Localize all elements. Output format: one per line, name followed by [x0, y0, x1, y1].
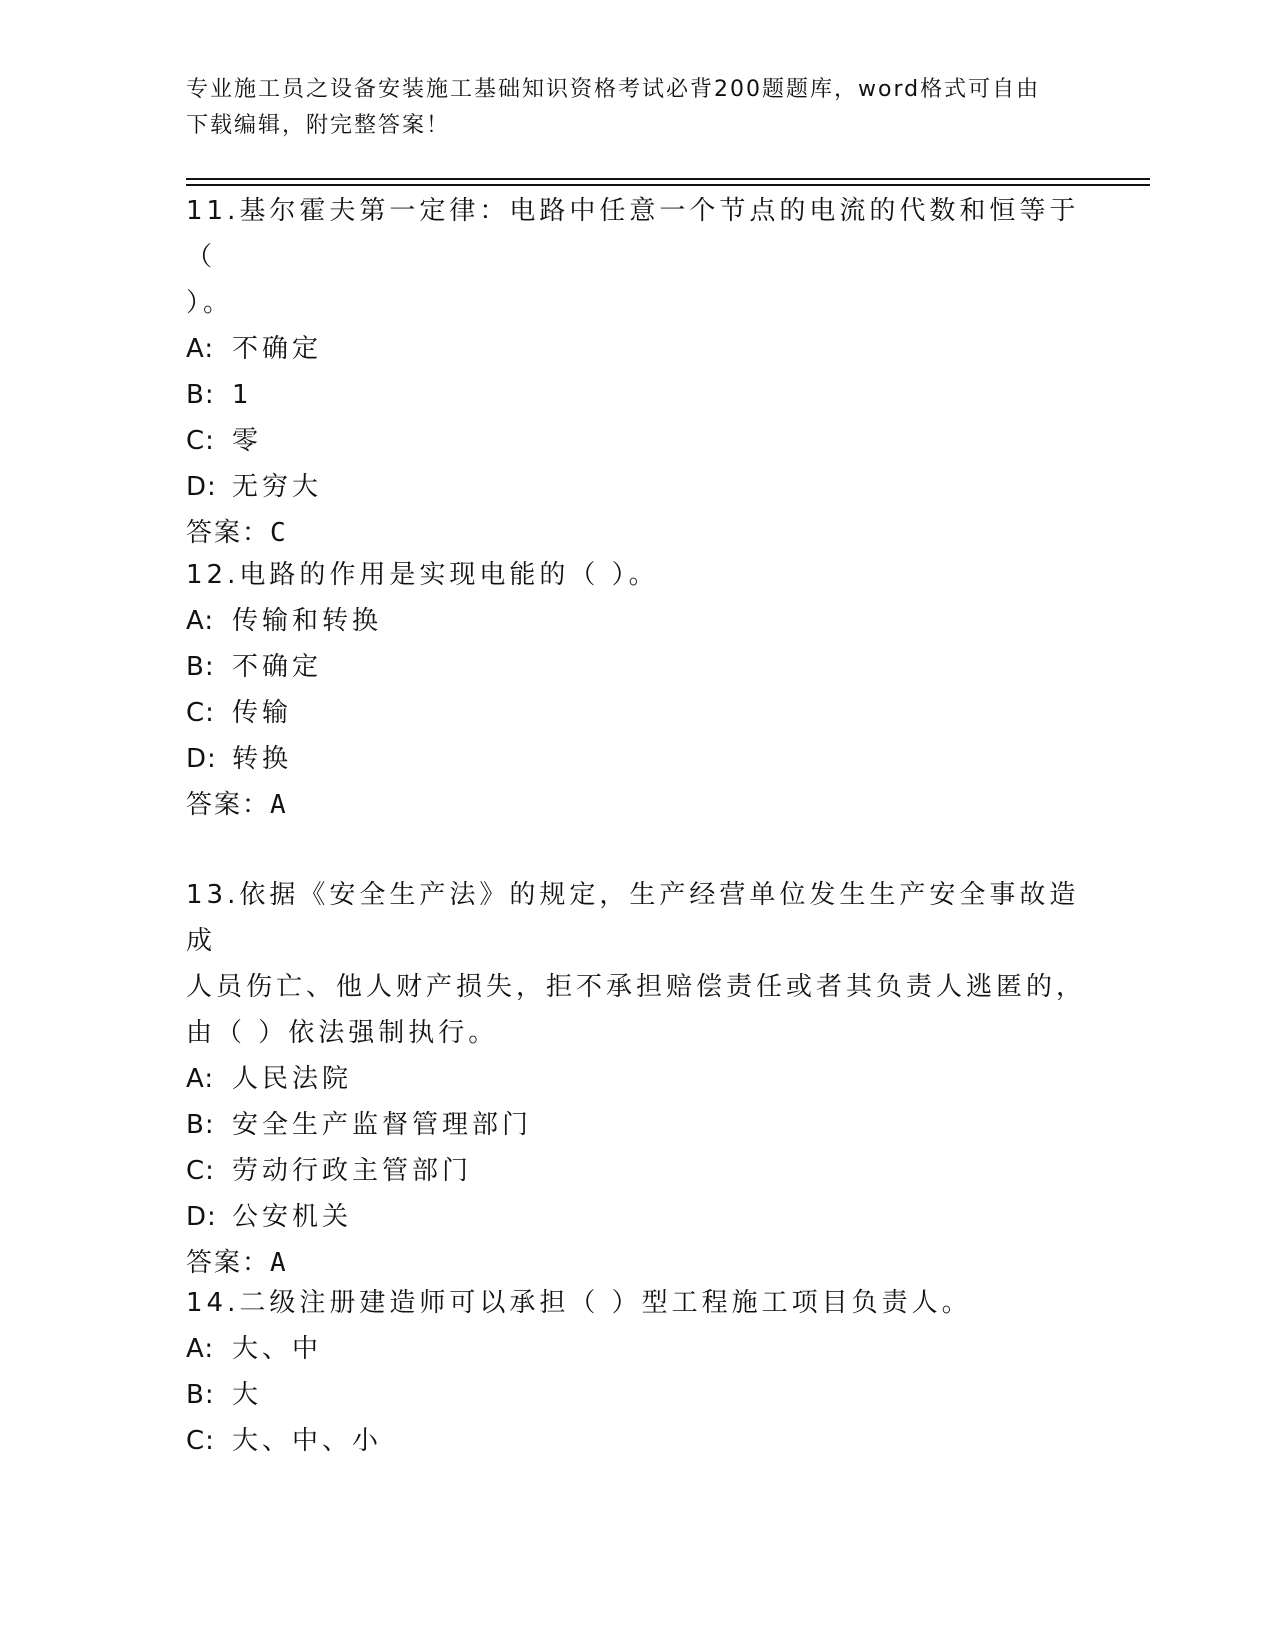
option-text: 安全生产监督管理部门 — [232, 1110, 533, 1140]
option-text: 大、中 — [232, 1334, 323, 1364]
question-stem-line: 11.基尔霍夫第一定律：电路中任意一个节点的电流的代数和恒等于（ — [186, 196, 1080, 272]
option-text: 人民法院 — [232, 1064, 353, 1094]
option-letter: D: — [186, 1202, 217, 1232]
option-letter: C: — [186, 1156, 215, 1186]
header-line-2: 下载编辑，附完整答案！ — [186, 113, 451, 138]
answer-label: 答案： — [186, 518, 271, 548]
answer-label: 答案： — [186, 790, 271, 820]
option-a — [186, 1326, 1086, 1372]
option-text: 大 — [232, 1380, 263, 1410]
question-stem-line: 由（ ）依法强制执行。 — [186, 1018, 499, 1048]
option-letter: B: — [186, 380, 215, 410]
question-stem-line: 13.依据《安全生产法》的规定，生产经营单位发生生产安全事故造成 — [186, 880, 1080, 956]
option-a — [186, 1056, 1086, 1102]
question-13 — [186, 872, 1086, 1286]
option-letter: D: — [186, 744, 217, 774]
header-line-1: 专业施工员之设备安装施工基础知识资格考试必背200题题库，word格式可自由 — [186, 77, 1041, 102]
header-rule-top — [186, 178, 1150, 180]
question-stem-line: 人员伤亡、他人财产损失，拒不承担赔偿责任或者其负责人逃匿的， — [186, 972, 1087, 1002]
option-b — [186, 1102, 1086, 1148]
option-letter: A: — [186, 606, 215, 636]
option-b — [186, 1372, 1086, 1418]
option-text: 公安机关 — [232, 1202, 353, 1232]
question-stem-line: ）。 — [186, 288, 234, 318]
answer-value: A — [270, 1248, 288, 1278]
option-c — [186, 1148, 1086, 1194]
header-rule-bottom — [186, 184, 1150, 186]
option-text: 无穷大 — [232, 472, 323, 502]
option-text: 不确定 — [232, 334, 323, 364]
option-letter: B: — [186, 1380, 215, 1410]
document-header — [186, 72, 1066, 144]
option-text: 零 — [232, 426, 263, 456]
option-b — [186, 644, 1086, 690]
question-14 — [186, 1280, 1086, 1464]
answer-label: 答案： — [186, 1248, 271, 1278]
option-d — [186, 464, 1086, 510]
option-d — [186, 736, 1086, 782]
option-c — [186, 1418, 1086, 1464]
option-a — [186, 598, 1086, 644]
option-text: 劳动行政主管部门 — [232, 1156, 473, 1186]
answer-line — [186, 510, 1086, 556]
question-12 — [186, 552, 1086, 828]
option-text: 1 — [232, 380, 253, 410]
option-letter: B: — [186, 652, 215, 682]
option-letter: A: — [186, 1064, 215, 1094]
option-letter: C: — [186, 426, 215, 456]
option-text: 传输 — [232, 698, 293, 728]
question-11 — [186, 188, 1086, 556]
option-letter: B: — [186, 1110, 215, 1140]
option-c — [186, 418, 1086, 464]
option-b — [186, 372, 1086, 418]
option-letter: A: — [186, 1334, 215, 1364]
option-text: 转换 — [232, 744, 293, 774]
option-letter: A: — [186, 334, 215, 364]
answer-line — [186, 782, 1086, 828]
option-letter: C: — [186, 698, 215, 728]
question-stem-line: 14.二级注册建造师可以承担（ ）型工程施工项目负责人。 — [186, 1288, 972, 1318]
option-letter: C: — [186, 1426, 215, 1456]
option-c — [186, 690, 1086, 736]
option-text: 不确定 — [232, 652, 323, 682]
answer-value: C — [270, 518, 288, 548]
option-d — [186, 1194, 1086, 1240]
option-text: 传输和转换 — [232, 606, 383, 636]
option-letter: D: — [186, 472, 217, 502]
option-text: 大、中、小 — [232, 1426, 383, 1456]
answer-value: A — [270, 790, 288, 820]
option-a — [186, 326, 1086, 372]
question-stem-line: 12.电路的作用是实现电能的（ ）。 — [186, 560, 659, 590]
